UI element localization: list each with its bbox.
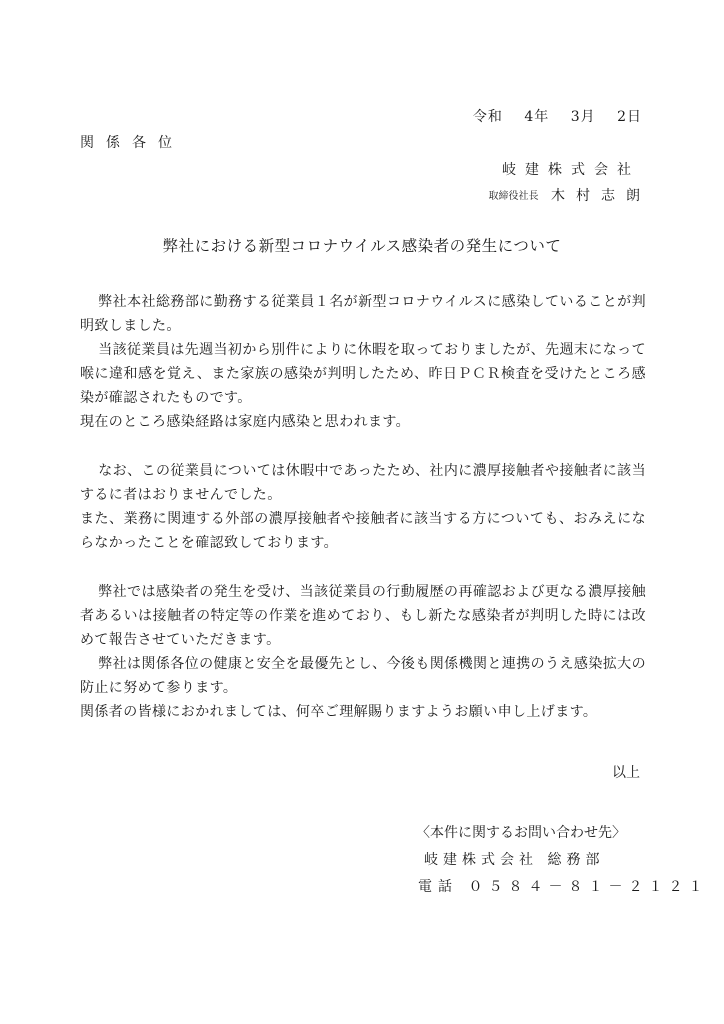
document-body — [80, 290, 646, 724]
date-year: 4年 — [524, 109, 550, 125]
paragraph-3: 現在のところ感染経路は家庭内感染と思われます。 — [80, 414, 411, 430]
document-title: 弊社における新型コロナウイルス感染者の発生について — [162, 237, 562, 255]
paragraph-5: また、業務に関連する外部の濃厚接触者や接触者に該当する方についても、おみえにならなかったことを確認致しております。 — [80, 511, 646, 551]
date-day: 2日 — [617, 109, 642, 125]
paragraph-2: 当該従業員は先週当初から別件によりに休暇を取っておりましたが、先週末になって喉に違和感を覚え、また家族の感染が判明したため、昨日ＰＣＲ検査を受けたところ感染が確認されたものです。 — [80, 342, 646, 406]
contact-block — [416, 820, 708, 901]
date-era: 令和 — [472, 109, 503, 125]
signer — [488, 185, 651, 205]
paragraph-spacer — [80, 555, 646, 580]
date-month: 3月 — [570, 109, 596, 125]
paragraph-spacer — [80, 434, 646, 459]
contact-heading: 〈本件に関するお問い合わせ先〉 — [416, 825, 626, 841]
paragraph-7: 弊社は関係各位の健康と安全を最優先とし、今後も関係機関と連携のうえ感染拡大の防止に努めて参ります。 — [80, 656, 646, 696]
addressee: 関係各位 — [80, 135, 184, 151]
paragraph-6: 弊社では感染者の発生を受け、当該従業員の行動履歴の再確認および更なる濃厚接触者あるいは接触者の特定等の作業を進めており、もし新たな感染者が判明した時には改めて報告させていただきます。 — [80, 584, 646, 648]
signer-name: 木村志朗 — [551, 188, 651, 204]
issuer-company: 岐建株式会社 — [502, 162, 640, 178]
closing-mark: 以上 — [612, 765, 640, 781]
document-date — [473, 106, 642, 126]
paragraph-4: なお、この従業員については休暇中であったため、社内に濃厚接触者や接触者に該当するに者はおりませんでした。 — [80, 463, 646, 503]
paragraph-1: 弊社本社総務部に勤務する従業員１名が新型コロナウイルスに感染していることが判明致しました。 — [80, 294, 646, 334]
contact-phone: 電話 ０５８４－８１－２１２１ — [418, 879, 709, 895]
paragraph-8: 関係者の皆様におかれましては、何卒ご理解賜りますようお願い申し上げます。 — [80, 704, 598, 720]
contact-department: 岐建株式会社 総務部 — [424, 852, 605, 868]
signer-title: 取締役社長 — [488, 191, 539, 202]
